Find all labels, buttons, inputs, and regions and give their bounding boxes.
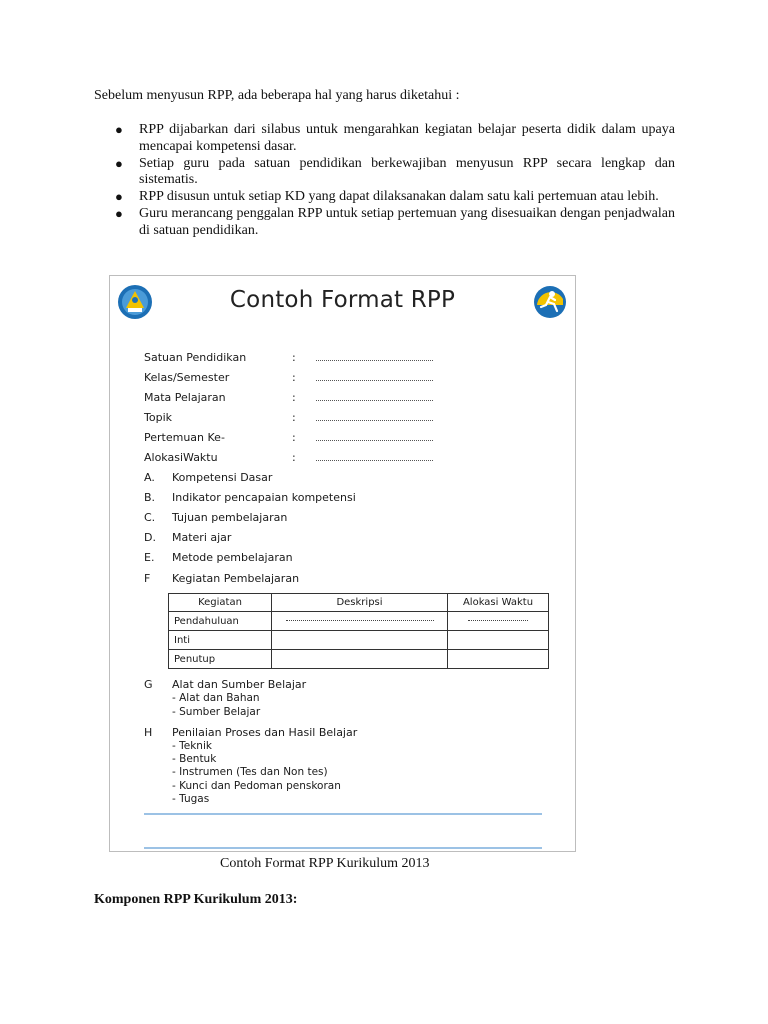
dotted-line	[316, 440, 433, 441]
section-b: B. Indikator pencapaian kompetensi	[144, 491, 356, 504]
bullet-icon: ●	[115, 206, 123, 221]
table-row	[169, 612, 549, 631]
list-item: ● Setiap guru pada satuan pendidikan berkewajiban menyusun RPP secara lengkap dan sistematis.	[115, 155, 675, 187]
dotted-line	[316, 360, 433, 361]
section-h: H Penilaian Proses dan Hasil Belajar	[144, 726, 358, 739]
table-cell	[448, 612, 549, 631]
column-header: Alokasi Waktu	[448, 594, 549, 612]
column-header: Deskripsi	[272, 594, 448, 612]
section-e: E. Metode pembelajaran	[144, 551, 293, 564]
list-item: - Kunci dan Pedoman penskoran	[172, 780, 341, 792]
field-satuan-pendidikan: Satuan Pendidikan :	[144, 351, 444, 365]
rpp-format-figure	[109, 275, 576, 852]
table-cell	[448, 650, 549, 669]
field-alokasi-waktu: AlokasiWaktu :	[144, 451, 444, 465]
field-topik: Topik :	[144, 411, 444, 425]
intro-paragraph: Sebelum menyusun RPP, ada beberapa hal yang harus diketahui :	[94, 88, 460, 103]
list-item: ● RPP dijabarkan dari silabus untuk mengarahkan kegiatan belajar peserta didik dalam upaya mencapai kompetensi dasar.	[115, 122, 675, 154]
dotted-line	[468, 620, 528, 621]
field-pertemuan: Pertemuan Ke- :	[144, 431, 444, 445]
bullet-icon: ●	[115, 155, 123, 171]
document-page: Sebelum menyusun RPP, ada beberapa hal yang harus diketahui : ● RPP dijabarkan dari silabus untuk mengarahkan kegiatan belajar peserta didik dalam upaya mencapai kompetensi dasar. ● Setiap guru pada satuan pendidikan berkewajiban menyusun RPP secara lengkap dan sistematis. ● RPP disusun untuk setiap KD yang dapat dilaksanakan dalam satu kali pertemuan atau lebih. ● Guru merancang penggalan RPP untuk setiap pertemuan yang disesuaikan dengan penjadwalan di satuan pendidikan. Contoh Format RPP Satuan Pendidikan : Kelas/Semester : Mata Pelajaran : Topik : Pertemuan Ke- : AlokasiWaktu : A. Kompetensi Dasar B. Indikator pencapaian kompetensi C. Tujuan pembelajaran D. Materi ajar E. Metode pembelajaran F Kegiatan Pembelajaran Kegiatan Deskripsi Alokasi Waktu Pendahuluan Inti Penutup G Alat dan Sumber Belajar - Alat dan Bahan - Sumber Belajar H Penilaian Proses dan Hasil Belajar - Teknik - Bentuk - Instrumen (Tes dan Non tes) - Kunci dan Pedoman penskoran - Tugas Contoh Format RPP Kurikulum 2013 Komponen RPP Kurikulum 2013:	[0, 0, 768, 1024]
list-item: ● RPP disusun untuk setiap KD yang dapat dilaksanakan dalam satu kali pertemuan atau lebih.	[115, 189, 659, 204]
section-d: D. Materi ajar	[144, 531, 232, 544]
table-row	[169, 650, 549, 669]
bullet-icon: ●	[115, 189, 123, 204]
bullet-list	[94, 122, 675, 240]
table-cell	[272, 631, 448, 650]
list-item: ● Guru merancang penggalan RPP untuk setiap pertemuan yang disesuaikan dengan penjadwalan di satuan pendidikan.	[115, 206, 675, 238]
dotted-line	[316, 400, 433, 401]
table-row	[169, 631, 549, 650]
list-item: - Teknik	[172, 740, 212, 752]
kurikulum-logo-icon	[533, 285, 567, 319]
divider	[144, 813, 542, 815]
list-item: - Bentuk	[172, 753, 217, 765]
figure-title: Contoh Format RPP	[229, 287, 456, 313]
section-g: G Alat dan Sumber Belajar	[144, 678, 307, 691]
table-cell: Pendahuluan	[169, 612, 272, 631]
column-header: Kegiatan	[169, 594, 272, 612]
section-c: C. Tujuan pembelajaran	[144, 511, 288, 524]
divider	[144, 847, 542, 849]
table-header-row	[169, 594, 549, 612]
field-mata-pelajaran: Mata Pelajaran :	[144, 391, 444, 405]
list-item: - Instrumen (Tes dan Non tes)	[172, 766, 328, 778]
section-f: F Kegiatan Pembelajaran	[144, 572, 300, 585]
table-cell: Inti	[169, 631, 272, 650]
dotted-line	[316, 420, 433, 421]
table-cell	[272, 612, 448, 631]
bullet-icon: ●	[115, 122, 123, 137]
list-item: - Tugas	[172, 793, 210, 805]
dotted-line	[316, 380, 433, 381]
table-cell	[272, 650, 448, 669]
table-cell: Penutup	[169, 650, 272, 669]
list-item: - Sumber Belajar	[172, 706, 261, 718]
section-heading: Komponen RPP Kurikulum 2013:	[94, 892, 298, 907]
dotted-line	[316, 460, 433, 461]
field-kelas-semester: Kelas/Semester :	[144, 371, 444, 385]
section-a: A. Kompetensi Dasar	[144, 471, 273, 484]
table-cell	[448, 631, 549, 650]
kegiatan-table	[168, 593, 549, 669]
dotted-line	[286, 620, 434, 621]
list-item: - Alat dan Bahan	[172, 692, 260, 704]
